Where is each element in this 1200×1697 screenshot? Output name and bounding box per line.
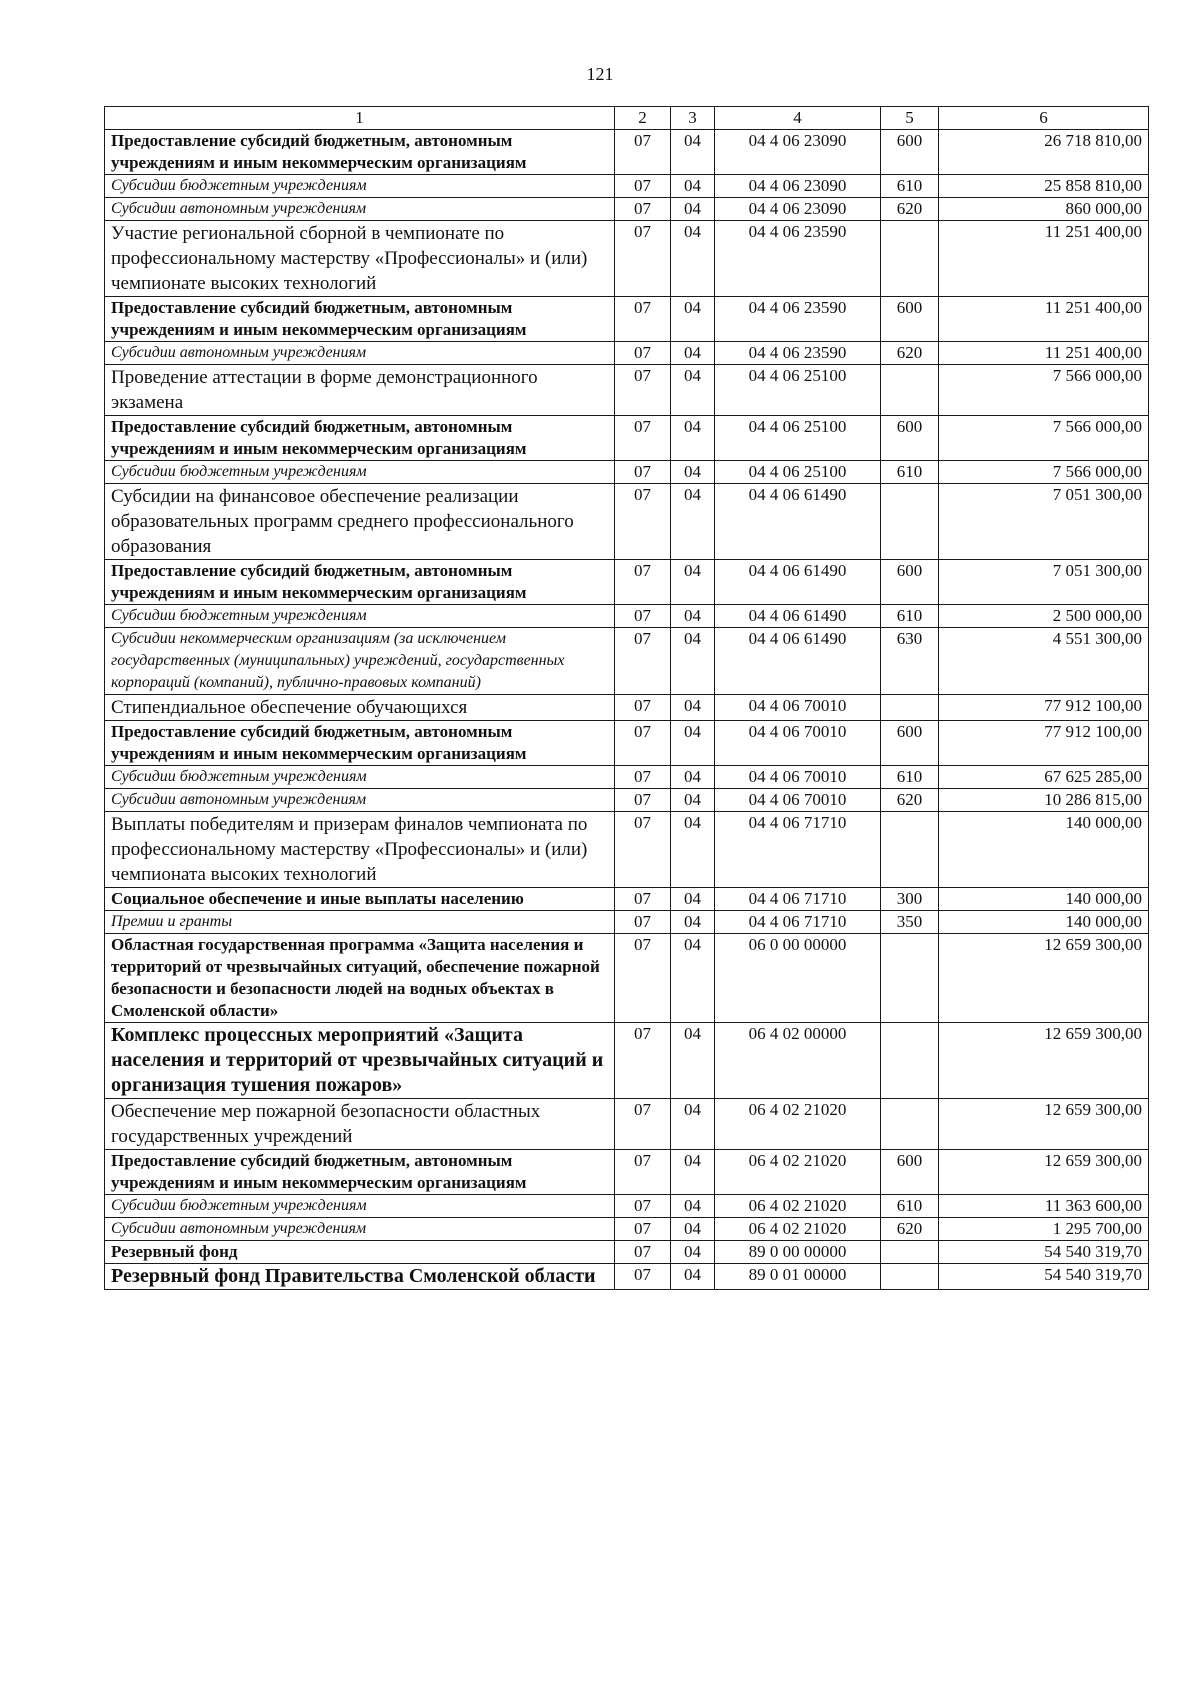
section-cell: 07 (615, 1150, 671, 1195)
section-cell: 07 (615, 1264, 671, 1290)
table-row (105, 1023, 1149, 1099)
amount-cell: 2 500 000,00 (939, 605, 1149, 628)
table-body (105, 130, 1149, 1290)
table-row (105, 560, 1149, 605)
table-row (105, 1218, 1149, 1241)
expense-type-cell: 620 (881, 789, 939, 812)
section-cell: 07 (615, 342, 671, 365)
expense-type-cell: 600 (881, 1150, 939, 1195)
table-row (105, 911, 1149, 934)
amount-cell: 54 540 319,70 (939, 1241, 1149, 1264)
row-name-cell: Резервный фонд (105, 1241, 615, 1264)
section-cell: 07 (615, 934, 671, 1023)
amount-cell: 7 566 000,00 (939, 365, 1149, 416)
row-name-cell: Субсидии автономным учреждениям (105, 342, 615, 365)
subsection-cell: 04 (671, 1023, 715, 1099)
row-name-cell: Предоставление субсидий бюджетным, автономным учреждениям и иным некоммерческим организациям (105, 130, 615, 175)
subsection-cell: 04 (671, 1150, 715, 1195)
row-name-cell: Участие региональной сборной в чемпионате по профессиональному мастерству «Профессионалы» и (или) чемпионате высоких технологий (105, 221, 615, 297)
column-header-4: 4 (715, 107, 881, 130)
subsection-cell: 04 (671, 198, 715, 221)
row-name-cell: Субсидии бюджетным учреждениям (105, 1195, 615, 1218)
subsection-cell: 04 (671, 1264, 715, 1290)
section-cell: 07 (615, 365, 671, 416)
row-name-cell: Обеспечение мер пожарной безопасности областных государственных учреждений (105, 1099, 615, 1150)
section-cell: 07 (615, 297, 671, 342)
target-article-cell: 04 4 06 25100 (715, 365, 881, 416)
expense-type-cell: 620 (881, 1218, 939, 1241)
column-header-5: 5 (881, 107, 939, 130)
section-cell: 07 (615, 1099, 671, 1150)
column-header-6: 6 (939, 107, 1149, 130)
subsection-cell: 04 (671, 695, 715, 721)
section-cell: 07 (615, 911, 671, 934)
target-article-cell: 06 4 02 00000 (715, 1023, 881, 1099)
amount-cell: 26 718 810,00 (939, 130, 1149, 175)
target-article-cell: 04 4 06 70010 (715, 721, 881, 766)
row-name-cell: Предоставление субсидий бюджетным, автономным учреждениям и иным некоммерческим организациям (105, 297, 615, 342)
subsection-cell: 04 (671, 721, 715, 766)
amount-cell: 140 000,00 (939, 911, 1149, 934)
subsection-cell: 04 (671, 342, 715, 365)
target-article-cell: 06 4 02 21020 (715, 1150, 881, 1195)
row-name-cell: Предоставление субсидий бюджетным, автономным учреждениям и иным некоммерческим организациям (105, 416, 615, 461)
row-name-cell: Комплекс процессных мероприятий «Защита населения и территорий от чрезвычайных ситуаций и организация тушения пожаров» (105, 1023, 615, 1099)
subsection-cell: 04 (671, 812, 715, 888)
section-cell: 07 (615, 175, 671, 198)
column-header-3: 3 (671, 107, 715, 130)
amount-cell: 860 000,00 (939, 198, 1149, 221)
amount-cell: 4 551 300,00 (939, 628, 1149, 695)
section-cell: 07 (615, 812, 671, 888)
table-row (105, 1150, 1149, 1195)
amount-cell: 11 251 400,00 (939, 297, 1149, 342)
expense-type-cell: 610 (881, 461, 939, 484)
expense-type-cell (881, 1264, 939, 1290)
row-name-cell: Областная государственная программа «Защита населения и территорий от чрезвычайных ситуаций, обеспечение пожарной безопасности и безопасности людей на водных объектах в Смоленской области» (105, 934, 615, 1023)
row-name-cell: Резервный фонд Правительства Смоленской области (105, 1264, 615, 1290)
expense-type-cell (881, 812, 939, 888)
amount-cell: 140 000,00 (939, 888, 1149, 911)
target-article-cell: 04 4 06 61490 (715, 605, 881, 628)
table-row (105, 789, 1149, 812)
subsection-cell: 04 (671, 628, 715, 695)
section-cell: 07 (615, 1023, 671, 1099)
target-article-cell: 04 4 06 61490 (715, 628, 881, 695)
target-article-cell: 04 4 06 70010 (715, 766, 881, 789)
subsection-cell: 04 (671, 416, 715, 461)
target-article-cell: 04 4 06 61490 (715, 484, 881, 560)
row-name-cell: Стипендиальное обеспечение обучающихся (105, 695, 615, 721)
row-name-cell: Субсидии некоммерческим организациям (за исключением государственных (муниципальных) учреждений, государственных корпораций (компаний), публично-правовых компаний) (105, 628, 615, 695)
target-article-cell: 04 4 06 25100 (715, 416, 881, 461)
section-cell: 07 (615, 221, 671, 297)
table-row (105, 721, 1149, 766)
expense-type-cell (881, 1099, 939, 1150)
amount-cell: 7 051 300,00 (939, 484, 1149, 560)
subsection-cell: 04 (671, 766, 715, 789)
row-name-cell: Социальное обеспечение и иные выплаты населению (105, 888, 615, 911)
amount-cell: 12 659 300,00 (939, 1023, 1149, 1099)
target-article-cell: 06 4 02 21020 (715, 1195, 881, 1218)
target-article-cell: 04 4 06 23090 (715, 175, 881, 198)
expense-type-cell: 300 (881, 888, 939, 911)
subsection-cell: 04 (671, 560, 715, 605)
section-cell: 07 (615, 461, 671, 484)
section-cell: 07 (615, 1195, 671, 1218)
target-article-cell: 04 4 06 71710 (715, 911, 881, 934)
subsection-cell: 04 (671, 484, 715, 560)
row-name-cell: Субсидии автономным учреждениям (105, 1218, 615, 1241)
expense-type-cell: 600 (881, 297, 939, 342)
budget-table (104, 106, 1149, 1290)
amount-cell: 1 295 700,00 (939, 1218, 1149, 1241)
expense-type-cell: 610 (881, 766, 939, 789)
subsection-cell: 04 (671, 297, 715, 342)
row-name-cell: Предоставление субсидий бюджетным, автономным учреждениям и иным некоммерческим организациям (105, 560, 615, 605)
table-row (105, 198, 1149, 221)
section-cell: 07 (615, 605, 671, 628)
table-row (105, 221, 1149, 297)
target-article-cell: 04 4 06 71710 (715, 888, 881, 911)
amount-cell: 54 540 319,70 (939, 1264, 1149, 1290)
amount-cell: 7 566 000,00 (939, 461, 1149, 484)
table-row (105, 1241, 1149, 1264)
row-name-cell: Проведение аттестации в форме демонстрационного экзамена (105, 365, 615, 416)
subsection-cell: 04 (671, 605, 715, 628)
table-row (105, 766, 1149, 789)
target-article-cell: 06 4 02 21020 (715, 1218, 881, 1241)
section-cell: 07 (615, 628, 671, 695)
section-cell: 07 (615, 1241, 671, 1264)
subsection-cell: 04 (671, 221, 715, 297)
amount-cell: 11 363 600,00 (939, 1195, 1149, 1218)
page-number: 121 (586, 64, 614, 84)
amount-cell: 12 659 300,00 (939, 1150, 1149, 1195)
table-row (105, 416, 1149, 461)
subsection-cell: 04 (671, 789, 715, 812)
table-row (105, 1195, 1149, 1218)
expense-type-cell: 600 (881, 560, 939, 605)
table-row (105, 812, 1149, 888)
table-row (105, 888, 1149, 911)
subsection-cell: 04 (671, 461, 715, 484)
table-row (105, 1264, 1149, 1290)
section-cell: 07 (615, 130, 671, 175)
expense-type-cell (881, 365, 939, 416)
amount-cell: 77 912 100,00 (939, 721, 1149, 766)
row-name-cell: Субсидии бюджетным учреждениям (105, 766, 615, 789)
expense-type-cell (881, 695, 939, 721)
target-article-cell: 04 4 06 23090 (715, 130, 881, 175)
target-article-cell: 89 0 00 00000 (715, 1241, 881, 1264)
expense-type-cell (881, 1241, 939, 1264)
row-name-cell: Предоставление субсидий бюджетным, автономным учреждениям и иным некоммерческим организациям (105, 721, 615, 766)
column-header-2: 2 (615, 107, 671, 130)
subsection-cell: 04 (671, 911, 715, 934)
section-cell: 07 (615, 198, 671, 221)
target-article-cell: 04 4 06 25100 (715, 461, 881, 484)
table-row (105, 934, 1149, 1023)
amount-cell: 11 251 400,00 (939, 342, 1149, 365)
expense-type-cell: 600 (881, 130, 939, 175)
amount-cell: 11 251 400,00 (939, 221, 1149, 297)
expense-type-cell (881, 934, 939, 1023)
subsection-cell: 04 (671, 1099, 715, 1150)
row-name-cell: Субсидии автономным учреждениям (105, 198, 615, 221)
amount-cell: 140 000,00 (939, 812, 1149, 888)
table-row (105, 605, 1149, 628)
table-row (105, 342, 1149, 365)
subsection-cell: 04 (671, 888, 715, 911)
expense-type-cell: 610 (881, 1195, 939, 1218)
amount-cell: 7 051 300,00 (939, 560, 1149, 605)
expense-type-cell: 610 (881, 175, 939, 198)
row-name-cell: Предоставление субсидий бюджетным, автономным учреждениям и иным некоммерческим организациям (105, 1150, 615, 1195)
amount-cell: 25 858 810,00 (939, 175, 1149, 198)
section-cell: 07 (615, 721, 671, 766)
target-article-cell: 06 0 00 00000 (715, 934, 881, 1023)
amount-cell: 77 912 100,00 (939, 695, 1149, 721)
table-row (105, 695, 1149, 721)
target-article-cell: 89 0 01 00000 (715, 1264, 881, 1290)
section-cell: 07 (615, 789, 671, 812)
row-name-cell: Субсидии бюджетным учреждениям (105, 175, 615, 198)
row-name-cell: Субсидии бюджетным учреждениям (105, 461, 615, 484)
section-cell: 07 (615, 560, 671, 605)
subsection-cell: 04 (671, 1218, 715, 1241)
row-name-cell: Выплаты победителям и призерам финалов чемпионата по профессиональному мастерству «Профессионалы» и (или) чемпионата высоких технологий (105, 812, 615, 888)
table-row (105, 297, 1149, 342)
row-name-cell: Субсидии на финансовое обеспечение реализации образовательных программ среднего профессионального образования (105, 484, 615, 560)
section-cell: 07 (615, 1218, 671, 1241)
table-row (105, 130, 1149, 175)
section-cell: 07 (615, 888, 671, 911)
expense-type-cell (881, 221, 939, 297)
expense-type-cell: 610 (881, 605, 939, 628)
target-article-cell: 04 4 06 61490 (715, 560, 881, 605)
target-article-cell: 04 4 06 71710 (715, 812, 881, 888)
amount-cell: 67 625 285,00 (939, 766, 1149, 789)
target-article-cell: 04 4 06 70010 (715, 789, 881, 812)
table-row (105, 365, 1149, 416)
row-name-cell: Субсидии бюджетным учреждениям (105, 605, 615, 628)
expense-type-cell: 350 (881, 911, 939, 934)
subsection-cell: 04 (671, 1195, 715, 1218)
table-row (105, 484, 1149, 560)
expense-type-cell: 600 (881, 721, 939, 766)
expense-type-cell: 620 (881, 198, 939, 221)
amount-cell: 12 659 300,00 (939, 1099, 1149, 1150)
table-row (105, 628, 1149, 695)
subsection-cell: 04 (671, 1241, 715, 1264)
section-cell: 07 (615, 416, 671, 461)
subsection-cell: 04 (671, 934, 715, 1023)
row-name-cell: Премии и гранты (105, 911, 615, 934)
target-article-cell: 04 4 06 23590 (715, 297, 881, 342)
expense-type-cell: 620 (881, 342, 939, 365)
subsection-cell: 04 (671, 365, 715, 416)
subsection-cell: 04 (671, 175, 715, 198)
target-article-cell: 04 4 06 23090 (715, 198, 881, 221)
section-cell: 07 (615, 695, 671, 721)
expense-type-cell (881, 484, 939, 560)
section-cell: 07 (615, 484, 671, 560)
table-row (105, 461, 1149, 484)
amount-cell: 12 659 300,00 (939, 934, 1149, 1023)
table-row (105, 1099, 1149, 1150)
row-name-cell: Субсидии автономным учреждениям (105, 789, 615, 812)
table-header-row (105, 107, 1149, 130)
expense-type-cell (881, 1023, 939, 1099)
section-cell: 07 (615, 766, 671, 789)
amount-cell: 10 286 815,00 (939, 789, 1149, 812)
target-article-cell: 04 4 06 23590 (715, 342, 881, 365)
table-row (105, 175, 1149, 198)
target-article-cell: 04 4 06 23590 (715, 221, 881, 297)
expense-type-cell: 600 (881, 416, 939, 461)
column-header-1: 1 (105, 107, 615, 130)
amount-cell: 7 566 000,00 (939, 416, 1149, 461)
target-article-cell: 06 4 02 21020 (715, 1099, 881, 1150)
subsection-cell: 04 (671, 130, 715, 175)
target-article-cell: 04 4 06 70010 (715, 695, 881, 721)
expense-type-cell: 630 (881, 628, 939, 695)
